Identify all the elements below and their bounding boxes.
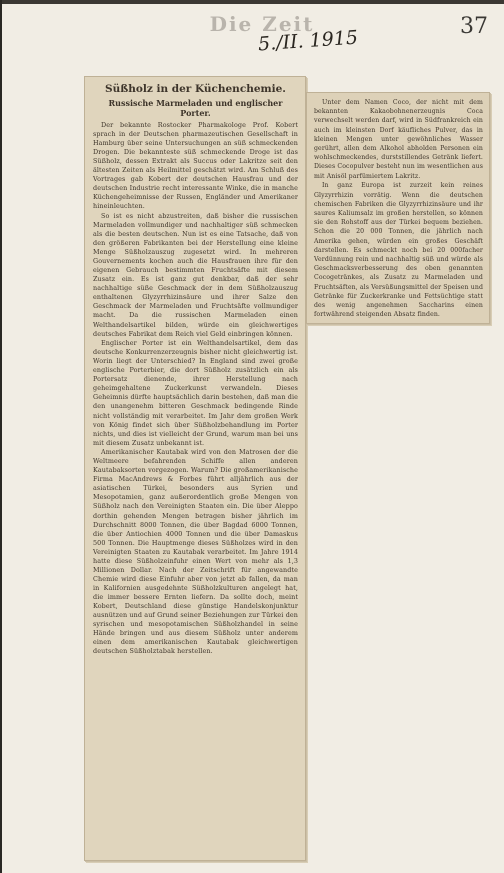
handwritten-date: 5./II. 1915	[257, 26, 359, 56]
newspaper-clipping-continuation	[306, 92, 490, 324]
article-subtitle: Russische Marmeladen und englischer Porter.	[108, 98, 283, 118]
article-title: Süßholz in der Küchenchemie.	[105, 83, 286, 95]
scan-edge	[2, 0, 504, 4]
article-paragraph: So ist es nicht abzustreiten, daß bisher die russischen Marmeladen vollmundiger und nachhaltiger süß schmecken als die besten deutschen. Nun ist es eine Tatsache, daß von den größeren Fabrikanten bei der Herstellung eine kleine Menge Süßholzauszug zugesetzt wird. In mehreren Gouvernements kochen auch die Hausfrauen ihre für den eigenen Gebrauch bestimmten Fruchtsäfte mit diesem Zusatz ein. Es ist ganz gut denkbar, daß der sehr nachhaltige süße Geschmack der in dem Süßholzauszug enthaltenen Glyzyrrhizinsäure und ihrer Salze den Geschmack der Marmeladen und Fruchtsäfte vollmundiger macht. Da die russischen Marmeladen einen Welthandelsartikel bilden, würde ein gleichwertiges deutsches Fabrikat dem Reich viel Geld einbringen können.	[93, 211, 298, 338]
article-paragraph: Amerikanischer Kautabak wird von den Matrosen der die Weltmeere befahrenden Schiffe allen anderen Kautabaksorten vorgezogen. Warum? Die großamerikanische Firma MacAndrews & Forbes führt alljährlich aus der asiatischen Türkei, besonders aus Syrien und Mesopotamien, ganz außerordentlich große Mengen von Süßholz nach den Vereinigten Staaten ein. Die über Aleppo dorthin gehenden Mengen betragen bisher jährlich im Durchschnitt 8000 Tonnen, die über Bagdad 6000 Tonnen, die über Antiochien 4000 Tonnen und die über Damaskus 500 Tonnen. Die Hauptmenge dieses Süßholzes wird in den Vereinigten Staaten zu Kautabak verarbeitet. Im Jahre 1914 hatte diese Süßholzeinfuhr einen Wert von mehr als 1,3 Millionen Dollar. Nach der Zeitschrift für angewandte Chemie wird diese Einfuhr aber von jetzt ab fallen, da man in Kalifornien ausgedehnte Süßholzkulturen angelegt hat, die immer bessere Ernten liefern. Da sollte doch, meint Kobert, Deutschland diese günstige Handelskonjunktur ausnützen und auf Grund seiner Beziehungen zur Türkei den syrischen und mesopotamischen Süßholzhandel in seine Hände bringen und aus diesem Süßholz unter anderem einen dem amerikanischen Kautabak gleichwertigen deutschen Süßholztabak herstellen.	[93, 448, 298, 656]
masthead: Die Zeit	[209, 12, 315, 36]
article-paragraph: In ganz Europa ist zurzeit kein reines Glyzyrrhizin vorrätig. Wenn die deutschen chemischen Fabriken die Glyzyrrhizinsäure und ihr saures Kaliumsalz im großen herstellen, so können sie den Rohstoff aus der Türkei bequem beziehen. Schon die 20 000 Tonnen, die jährlich nach Amerika gehen, würden ein großes Geschäft darstellen. Es schmeckt noch bei 20 000facher Verdünnung rein und nachhaltig süß und würde als Geschmacksverbesserung des oben genannten Cocogetränkes, als Zusatz zu Marmeladen und Fruchtsäften, als Versüßungsmittel der Speisen und Getränke für Zuckerkranke und Fettsüchtige statt des wenig angenehmen Saccharins einen fortwährend steigenden Absatz finden.	[314, 182, 483, 319]
article-paragraph: Der bekannte Rostocker Pharmakologe Prof. Kobert sprach in der Deutschen pharmazeutischen Gesellschaft in Hamburg über seine Untersuchungen an süß schmeckenden Drogen. Die bekannteste süß schmeckende Droge ist das Süßholz, dessen Extrakt als Succus oder Lakritze seit den ältesten Zeiten als Heilmittel geschätzt wird. Am Schluß des Vortrages gab Kobert der deutschen Hausfrau und der deutschen Industrie recht interessante Winke, die in manche Küchengeheimnisse der Russen, Engländer und Amerikaner hineinleuchten.	[93, 121, 298, 211]
newspaper-clipping-main	[84, 76, 306, 861]
page-number: 37	[460, 14, 488, 39]
article-paragraph: Unter dem Namen Coco, der nicht mit dem bekannten Kakaobohnenerzeugnis Coca verwechselt werden darf, wird in Südfrankreich ein auch im kleinsten Dorf käufliches Pulver, das in kleinen Mengen unter gewöhnliches Wasser gerührt, allen dem Alkohol abholden Personen ein wohlschmeckendes, durststillendes Getränk liefert. Dieses Cocopulver besteht nun im wesentlichen aus mit Anisöl parfümiertem Lakritz.	[314, 99, 483, 180]
article-paragraph: Englischer Porter ist ein Welthandelsartikel, dem das deutsche Konkurrenzerzeugnis bisher nicht gleichwertig ist. Worin liegt der Unterschied? In England sind zwei große englische Porterbier, die dort Süßholz zusätzlich ein als Portersatz dienende, ihrer Herstellung nach geheimgehaltene Zuckerkunst verwandeln. Dieses Geheimnis dürfte hauptsächlich darin bestehen, daß man die den unangenehm bitteren Geschmack bedingende Rinde nicht vollständig mit verarbeitet. Im Jahr dem großen Werk von König findet sich über Süßholzbehandlung im Porter nichts, und dies ist vielleicht der Grund, warum man bei uns mit diesem Zusatz unbekannt ist.	[93, 339, 298, 447]
